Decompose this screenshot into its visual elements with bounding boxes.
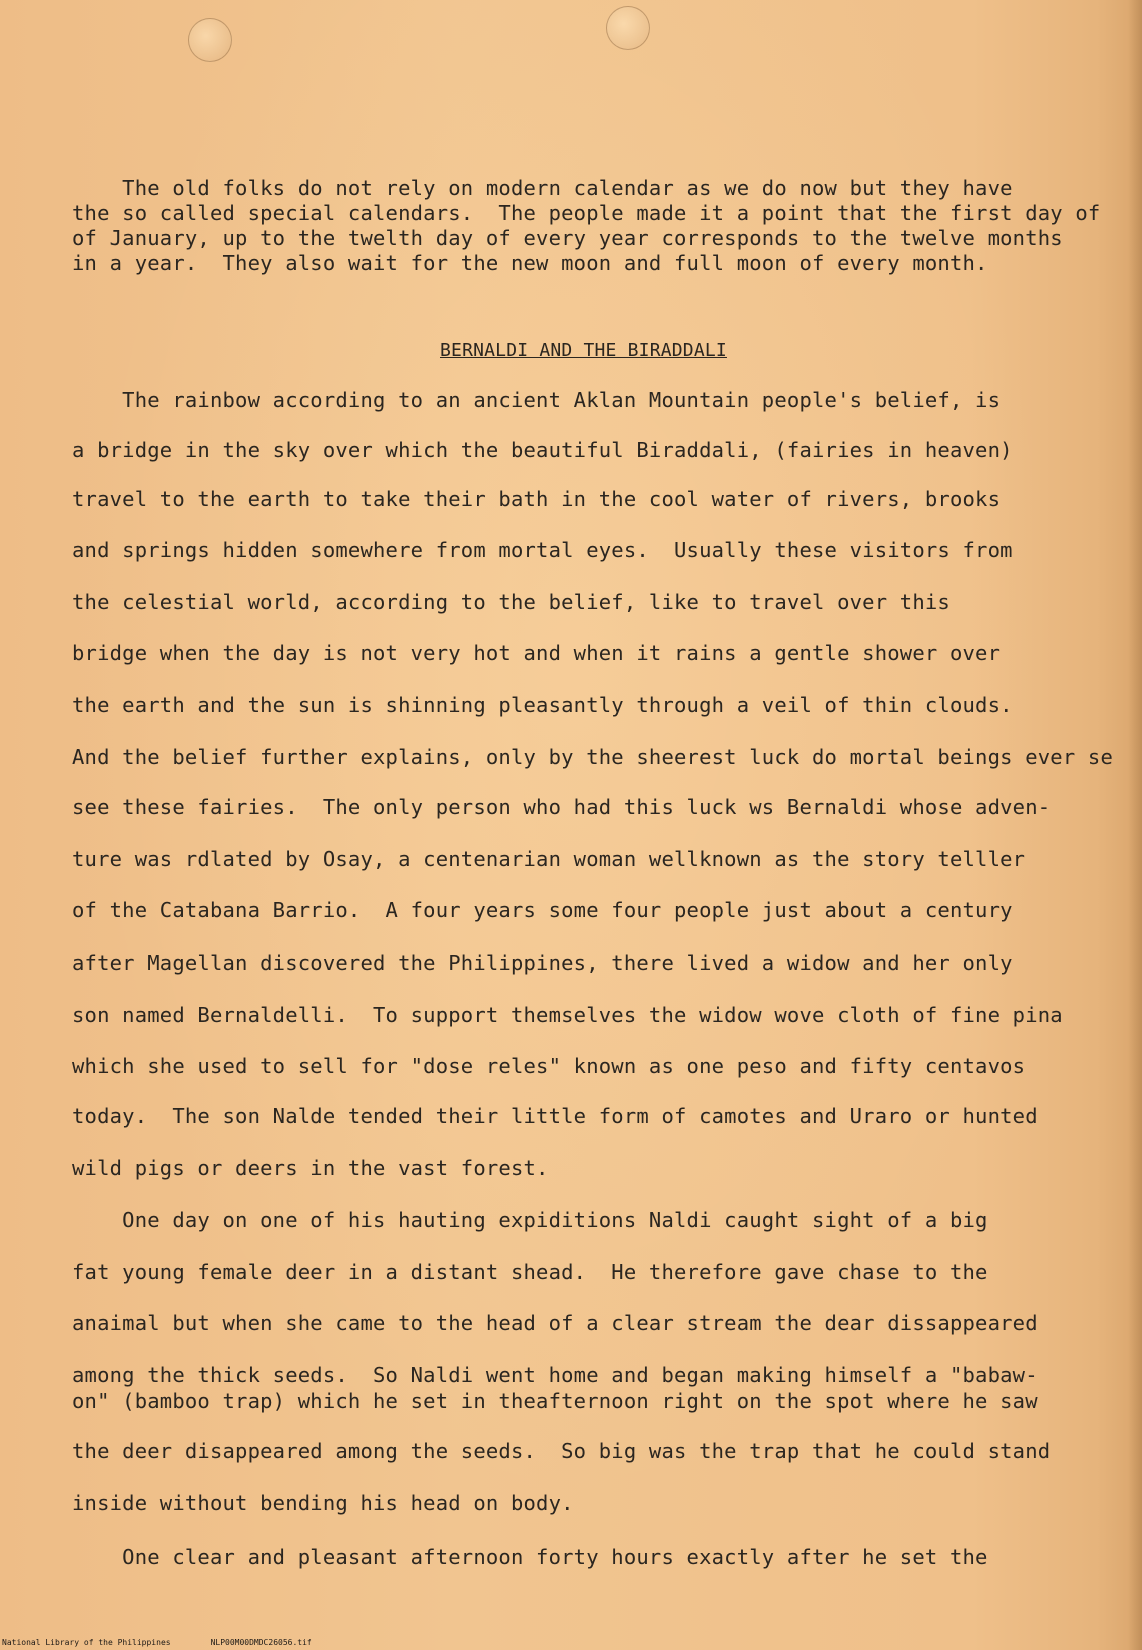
story-line: the deer disappeared among the seeds. So big was the trap that he could stand xyxy=(72,1439,1051,1463)
section-title: BERNALDI AND THE BIRADDALI xyxy=(440,340,727,361)
story-line: of the Catabana Barrio. A four years some four people just about a century xyxy=(72,898,1013,922)
story-line: the earth and the sun is shinning pleasantly through a veil of thin clouds. xyxy=(72,693,1013,717)
story-line: And the belief further explains, only by the sheerest luck do mortal beings ever se xyxy=(72,745,1113,769)
story-line: on" (bamboo trap) which he set in theafternoon right on the spot where he saw xyxy=(72,1389,1038,1413)
story-line: today. The son Nalde tended their little form of camotes and Uraro or hunted xyxy=(72,1104,1038,1128)
story-line: One day on one of his hauting expiditions Naldi caught sight of a big xyxy=(72,1208,988,1232)
intro-line: The old folks do not rely on modern calendar as we do now but they have xyxy=(72,176,1013,200)
story-line: anaimal but when she came to the head of a clear stream the dear dissappeared xyxy=(72,1311,1038,1335)
story-line: The rainbow according to an ancient Aklan Mountain people's belief, is xyxy=(72,388,1001,412)
punch-hole-icon xyxy=(606,6,650,50)
footer-filename: NLP00M00DMDC26056.tif xyxy=(210,1638,312,1647)
footer-library: National Library of the Philippines xyxy=(2,1638,171,1647)
intro-line: in a year. They also wait for the new moon and full moon of every month. xyxy=(72,251,988,275)
story-line: bridge when the day is not very hot and when it rains a gentle shower over xyxy=(72,641,1001,665)
punch-hole-icon xyxy=(188,18,232,62)
story-line: and springs hidden somewhere from mortal eyes. Usually these visitors from xyxy=(72,538,1013,562)
story-line: among the thick seeds. So Naldi went home and began making himself a "babaw- xyxy=(72,1363,1038,1387)
intro-line: the so called special calendars. The people made it a point that the first day of xyxy=(72,201,1101,225)
page-edge-shadow xyxy=(1128,0,1142,1650)
story-line: wild pigs or deers in the vast forest. xyxy=(72,1156,549,1180)
story-line: son named Bernaldelli. To support themselves the widow wove cloth of fine pina xyxy=(72,1003,1063,1027)
story-line: a bridge in the sky over which the beautiful Biraddali, (fairies in heaven) xyxy=(72,438,1013,462)
story-line: ture was rdlated by Osay, a centenarian woman wellknown as the story telller xyxy=(72,847,1026,871)
intro-line: of January, up to the twelth day of every year corresponds to the twelve months xyxy=(72,226,1063,250)
story-line: travel to the earth to take their bath in the cool water of rivers, brooks xyxy=(72,487,1001,511)
story-line: after Magellan discovered the Philippines, there lived a widow and her only xyxy=(72,951,1013,975)
story-line: fat young female deer in a distant shead. He therefore gave chase to the xyxy=(72,1260,988,1284)
scan-footer xyxy=(2,1638,312,1647)
story-line: which she used to sell for "dose reles" known as one peso and fifty centavos xyxy=(72,1054,1026,1078)
story-line: the celestial world, according to the belief, like to travel over this xyxy=(72,590,950,614)
story-line: inside without bending his head on body. xyxy=(72,1491,574,1515)
story-line: One clear and pleasant afternoon forty hours exactly after he set the xyxy=(72,1545,988,1569)
story-line: see these fairies. The only person who had this luck ws Bernaldi whose adven- xyxy=(72,795,1051,819)
